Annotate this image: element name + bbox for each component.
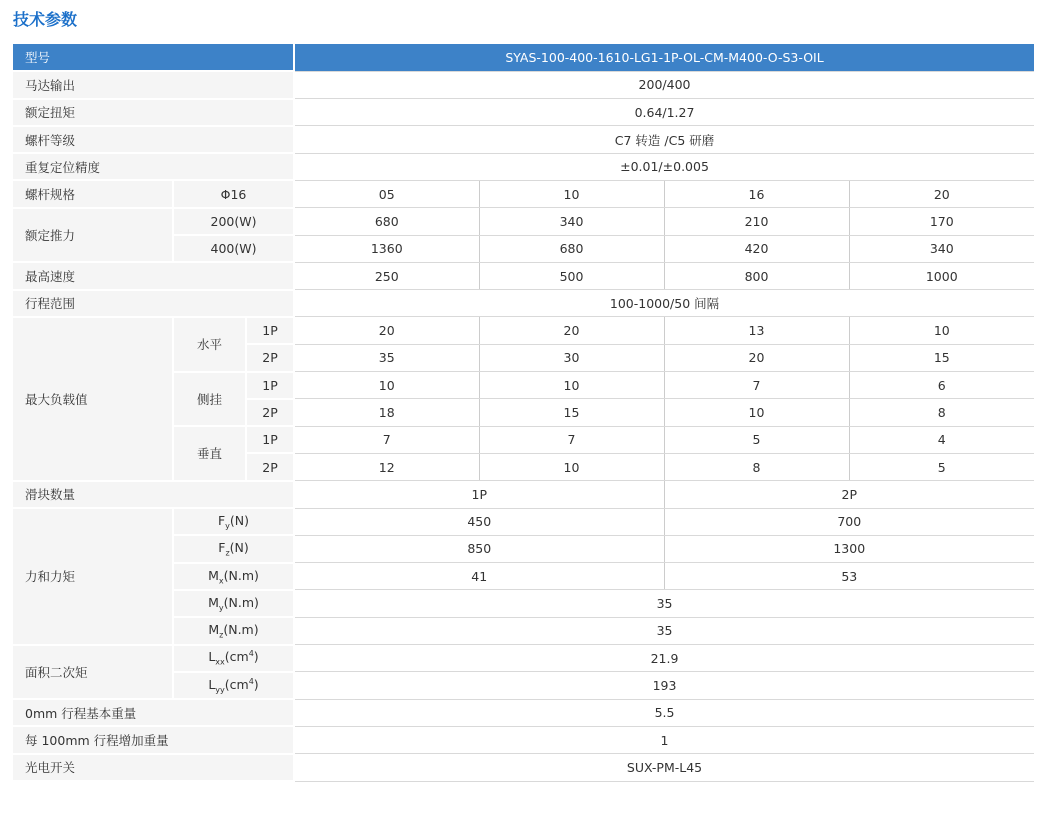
power-label: 200(W) [173, 208, 294, 235]
row-label: 光电开关 [13, 754, 294, 781]
slider-count-row [13, 481, 1034, 508]
weight-per-100-row [13, 726, 1034, 753]
value-cell: 170 [849, 208, 1034, 235]
value-cell: 18 [294, 399, 479, 426]
value-cell: 6 [849, 372, 1034, 399]
value-cell: 1P [294, 481, 664, 508]
slider-label: 1P [246, 372, 294, 399]
value-cell: 800 [664, 262, 849, 289]
value-cell: 30 [479, 344, 664, 371]
spec-table [13, 44, 1034, 782]
row-label: 0mm 行程基本重量 [13, 699, 294, 726]
value-cell: 2P [664, 481, 1034, 508]
quantity-label: $L_{xx}(cm^4)$ [173, 645, 294, 672]
screw-spec-row [13, 180, 1034, 207]
orientation-label: 侧挂 [173, 372, 246, 427]
screw-grade-row [13, 126, 1034, 153]
value-cell: 10 [294, 372, 479, 399]
value-cell: 53 [664, 563, 1034, 590]
diameter-label: Φ16 [173, 180, 294, 207]
quantity-label: $F_y(N)$ [173, 508, 294, 535]
row-label: 型号 [13, 44, 294, 71]
row-label: 螺杆规格 [13, 180, 173, 207]
row-value: 1 [294, 726, 1034, 753]
row-label: 最大负载值 [13, 317, 173, 481]
row-value: ±0.01/±0.005 [294, 153, 1034, 180]
value-cell: 20 [294, 317, 479, 344]
orientation-label: 垂直 [173, 426, 246, 481]
value-cell: 15 [479, 399, 664, 426]
power-label: 400(W) [173, 235, 294, 262]
value-cell: 250 [294, 262, 479, 289]
value-cell: 10 [479, 372, 664, 399]
value-cell: 20 [479, 317, 664, 344]
value-cell: 500 [479, 262, 664, 289]
value-cell: 7 [664, 372, 849, 399]
value-cell: 7 [479, 426, 664, 453]
value-cell: 8 [664, 453, 849, 480]
quantity-label: $M_z(N.m)$ [173, 617, 294, 644]
value-cell: 13 [664, 317, 849, 344]
max-speed-row [13, 262, 1034, 289]
row-label: 最高速度 [13, 262, 294, 289]
value-cell: 193 [294, 672, 1034, 699]
rated-thrust-row [13, 208, 1034, 235]
value-cell: 1360 [294, 235, 479, 262]
value-cell: 4 [849, 426, 1034, 453]
value-cell: 41 [294, 563, 664, 590]
model-row [13, 44, 1034, 71]
row-value: C7 转造 /C5 研磨 [294, 126, 1034, 153]
model-value: SYAS-100-400-1610-LG1-1P-OL-CM-M400-O-S3-OIL [294, 44, 1034, 71]
value-cell: 35 [294, 590, 1034, 617]
value-cell: 5 [849, 453, 1034, 480]
quantity-label: $M_x(N.m)$ [173, 563, 294, 590]
area-moment-row [13, 645, 1034, 672]
lead-cell: 10 [479, 180, 664, 207]
value-cell: 850 [294, 535, 664, 562]
max-load-row [13, 317, 1034, 344]
lead-cell: 20 [849, 180, 1034, 207]
base-weight-row [13, 699, 1034, 726]
row-value: SUX-PM-L45 [294, 754, 1034, 781]
row-label: 额定推力 [13, 208, 173, 263]
quantity-label: $F_z(N)$ [173, 535, 294, 562]
row-label: 每 100mm 行程增加重量 [13, 726, 294, 753]
value-cell: 680 [294, 208, 479, 235]
slider-label: 2P [246, 344, 294, 371]
value-cell: 10 [664, 399, 849, 426]
row-label: 滑块数量 [13, 481, 294, 508]
row-value: 5.5 [294, 699, 1034, 726]
value-cell: 450 [294, 508, 664, 535]
value-cell: 700 [664, 508, 1034, 535]
motor-output-row [13, 71, 1034, 98]
row-value: 200/400 [294, 71, 1034, 98]
orientation-label: 水平 [173, 317, 246, 372]
row-value: 0.64/1.27 [294, 99, 1034, 126]
value-cell: 7 [294, 426, 479, 453]
value-cell: 20 [664, 344, 849, 371]
row-label: 马达输出 [13, 71, 294, 98]
value-cell: 420 [664, 235, 849, 262]
quantity-label: $M_y(N.m)$ [173, 590, 294, 617]
row-label: 行程范围 [13, 290, 294, 317]
value-cell: 35 [294, 617, 1034, 644]
value-cell: 21.9 [294, 645, 1034, 672]
value-cell: 10 [479, 453, 664, 480]
repeatability-row [13, 153, 1034, 180]
row-label: 螺杆等级 [13, 126, 294, 153]
value-cell: 680 [479, 235, 664, 262]
value-cell: 1000 [849, 262, 1034, 289]
value-cell: 1300 [664, 535, 1034, 562]
lead-cell: 16 [664, 180, 849, 207]
row-label: 额定扭矩 [13, 99, 294, 126]
stroke-range-row [13, 290, 1034, 317]
value-cell: 8 [849, 399, 1034, 426]
value-cell: 340 [849, 235, 1034, 262]
force-moment-row [13, 508, 1034, 535]
row-label: 面积二次矩 [13, 645, 173, 700]
row-value: 100-1000/50 间隔 [294, 290, 1034, 317]
row-label: 力和力矩 [13, 508, 173, 644]
quantity-label: $L_{yy}(cm^4)$ [173, 672, 294, 699]
rated-torque-row [13, 99, 1034, 126]
lead-cell: 05 [294, 180, 479, 207]
slider-label: 1P [246, 426, 294, 453]
slider-label: 2P [246, 399, 294, 426]
value-cell: 35 [294, 344, 479, 371]
section-title: 技术参数 [13, 10, 78, 29]
slider-label: 1P [246, 317, 294, 344]
photo-switch-row [13, 754, 1034, 781]
value-cell: 340 [479, 208, 664, 235]
value-cell: 210 [664, 208, 849, 235]
value-cell: 10 [849, 317, 1034, 344]
slider-label: 2P [246, 453, 294, 480]
row-label: 重复定位精度 [13, 153, 294, 180]
value-cell: 5 [664, 426, 849, 453]
value-cell: 15 [849, 344, 1034, 371]
value-cell: 12 [294, 453, 479, 480]
